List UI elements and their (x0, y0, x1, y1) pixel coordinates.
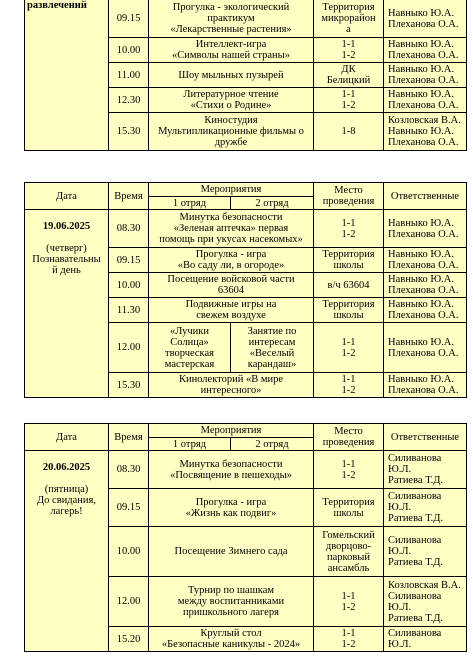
header-date: Дата (25, 424, 109, 451)
event-cell: Посещение войсковой части 63604 (149, 273, 314, 298)
responsible-cell: Навныко Ю.А. Плеханова О.А. (384, 373, 467, 398)
day-description: (пятница) До свидания, лагерь! (37, 484, 96, 517)
event-cell: Минутка безопасности «Зеленая аптечка» первая помощь при укусах насекомых» (149, 210, 314, 248)
responsible-cell: Навныко Ю.А. Плеханова О.А. (384, 210, 467, 248)
time-cell: 10.00 (109, 527, 149, 577)
event-squad-2-cell: Занятие по интересам «Веселый карандаш» (231, 323, 314, 373)
place-cell: 1-1 1-2 (314, 88, 384, 113)
event-cell: Круглый стол «Безопасные каникулы - 2024» (149, 627, 314, 652)
responsible-cell: Навныко Ю.А. Плеханова О.А. (384, 298, 467, 323)
header-events: Мероприятия (149, 183, 314, 197)
place-cell: 1-1 1-2 (314, 323, 384, 373)
header-time: Время (109, 183, 149, 210)
event-squad-1-cell: «Лучики Солнца» творческая мастерская (149, 323, 231, 373)
place-cell: 1-1 1-2 (314, 451, 384, 489)
responsible-cell: Навныко Ю.А. Плеханова О.А. (384, 273, 467, 298)
place-cell: в/ч 63604 (314, 273, 384, 298)
header-row (25, 424, 467, 438)
event-cell: Интеллект-игра «Символы нашей страны» (149, 38, 314, 63)
table-row (25, 210, 467, 248)
time-cell: 09.15 (109, 489, 149, 527)
event-cell: Подвижные игры на свежем воздухе (149, 298, 314, 323)
responsible-cell: Навныко Ю.А. Плеханова О.А. (384, 323, 467, 373)
time-cell: 12.30 (109, 88, 149, 113)
event-cell: Шоу мыльных пузырей (149, 63, 314, 88)
time-cell: 11.00 (109, 63, 149, 88)
day-label: развлечений (27, 0, 87, 11)
responsible-cell: Силиванова Ю.Л. Ратиева Т.Д. (384, 451, 467, 489)
place-cell: 1-1 1-2 (314, 373, 384, 398)
time-cell: 09.15 (109, 248, 149, 273)
time-cell: 08.30 (109, 210, 149, 248)
header-row (25, 183, 467, 197)
header-squad-1: 1 отряд (149, 438, 231, 451)
responsible-cell: Навныко Ю.А. Плеханова О.А. (384, 0, 467, 38)
responsible-cell: Навныко Ю.А. Плеханова О.А. (384, 88, 467, 113)
event-cell: Турнир по шашкам между воспитанниками пришкольного лагеря (149, 577, 314, 627)
time-cell: 12.00 (109, 577, 149, 627)
header-responsible: Ответственные (384, 183, 467, 210)
event-cell: Киностудия Мультипликационные фильмы о дружбе (149, 113, 314, 151)
time-cell: 10.00 (109, 273, 149, 298)
event-cell: Посещение Зимнего сада (149, 527, 314, 577)
event-cell: Прогулка - игра «Жизнь как подвиг» (149, 489, 314, 527)
place-cell: Территория школы (314, 248, 384, 273)
responsible-cell: Силиванова Ю.Л. Ратиева Т.Д. (384, 489, 467, 527)
event-cell: Прогулка - игра «Во саду ли, в огороде» (149, 248, 314, 273)
header-squad-2: 2 отряд (231, 438, 314, 451)
table-row (25, 0, 467, 38)
schedule-table-20-06 (24, 423, 467, 652)
date-label: 20.06.2025 (42, 462, 91, 473)
day-cell (25, 210, 109, 398)
place-cell: ДК Белицкий (314, 63, 384, 88)
place-cell: 1-8 (314, 113, 384, 151)
place-cell: Гомельский дворцово- парковый ансамбль (314, 527, 384, 577)
responsible-cell: Козловская В.А. Силиванова Ю.Л. Ратиева Т.Д. (384, 577, 467, 627)
place-cell: Территория школы (314, 298, 384, 323)
header-events: Мероприятия (149, 424, 314, 438)
header-place: Место проведения (314, 183, 384, 210)
responsible-cell: Навныко Ю.А. Плеханова О.А. (384, 248, 467, 273)
event-cell: Прогулка - экологический практикум «Лекарственные растения» (149, 0, 314, 38)
event-cell: Литературное чтение «Стихи о Родине» (149, 88, 314, 113)
responsible-cell: Силиванова Ю.Л. Ратиева Т.Д. (384, 527, 467, 577)
header-responsible: Ответственные (384, 424, 467, 451)
header-time: Время (109, 424, 149, 451)
responsible-cell: Силиванова Ю.Л. (384, 627, 467, 652)
schedule-table-19-06 (24, 182, 467, 398)
time-cell: 09.15 (109, 0, 149, 38)
header-date: Дата (25, 183, 109, 210)
place-cell: 1-1 1-2 (314, 577, 384, 627)
time-cell: 15.20 (109, 627, 149, 652)
schedule-table-continued (24, 0, 467, 151)
day-cell (25, 0, 109, 151)
responsible-cell: Навныко Ю.А. Плеханова О.А. (384, 63, 467, 88)
header-place: Место проведения (314, 424, 384, 451)
place-cell: 1-1 1-2 (314, 627, 384, 652)
time-cell: 12.00 (109, 323, 149, 373)
day-description: (четверг) Познавательны й день (32, 243, 101, 276)
event-cell: Кинолекторий «В мире интересного» (149, 373, 314, 398)
header-squad-2: 2 отряд (231, 197, 314, 210)
time-cell: 10.00 (109, 38, 149, 63)
responsible-cell: Навныко Ю.А. Плеханова О.А. (384, 38, 467, 63)
header-squad-1: 1 отряд (149, 197, 231, 210)
time-cell: 08.30 (109, 451, 149, 489)
place-cell: Территория школы (314, 489, 384, 527)
event-cell: Минутка безопасности «Посвящение в пешеходы» (149, 451, 314, 489)
time-cell: 15.30 (109, 373, 149, 398)
day-cell (25, 451, 109, 652)
place-cell: 1-1 1-2 (314, 210, 384, 248)
responsible-cell: Козловская В.А. Навныко Ю.А. Плеханова О.А. (384, 113, 467, 151)
table-row (25, 451, 467, 489)
time-cell: 11.30 (109, 298, 149, 323)
place-cell: Территория микрорайон а (314, 0, 384, 38)
time-cell: 15.30 (109, 113, 149, 151)
date-label: 19.06.2025 (42, 221, 91, 232)
place-cell: 1-1 1-2 (314, 38, 384, 63)
